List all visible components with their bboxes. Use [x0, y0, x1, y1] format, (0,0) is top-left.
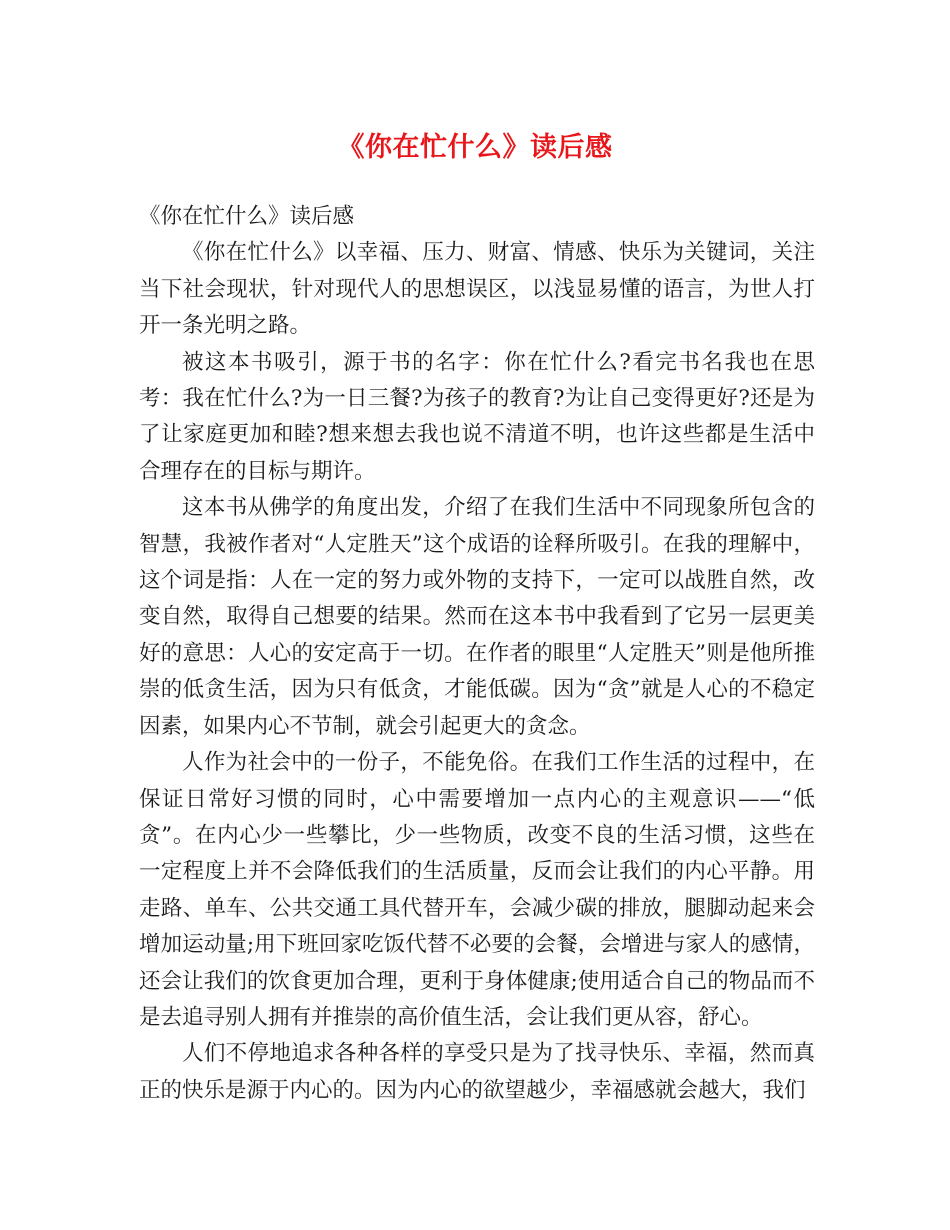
- paragraph-1: 《你在忙什么》以幸福、压力、财富、情感、快乐为关键词，关注当下社会现状，针对现代人的思想误区，以浅显易懂的语言，为世人打开一条光明之路。: [139, 240, 815, 339]
- paragraph-4: 人作为社会中的一份子，不能免俗。在我们工作生活的过程中，在保证日常好习惯的同时，心中需要增加一点内心的主观意识——“低贪”。在内心少一些攀比，少一些物质，改变不良的生活习惯，这些在一定程度上并不会降低我们的生活质量，反而会让我们的内心平静。用走路、单车、公共交通工具代替开车，会减少碳的排放，腿脚动起来会增加运动量;用下班回家吃饭代替不必要的会餐，会增进与家人的感情，还会让我们的饮食更加合理，更利于身体健康;使用适合自己的物品而不是去追寻别人拥有并推崇的高价值生活，会让我们更从容，舒心。: [139, 750, 815, 1030]
- paragraph-3: 这本书从佛学的角度出发，介绍了在我们生活中不同现象所包含的智慧，我被作者对“人定胜天”这个成语的诠释所吸引。在我的理解中，这个词是指：人在一定的努力或外物的支持下，一定可以战胜自然，改变自然，取得自己想要的结果。然而在这本书中我看到了它另一层更美好的意思：人心的安定高于一切。在作者的眼里“人定胜天”则是他所推崇的低贪生活，因为只有低贪，才能低碳。因为“贪”就是人心的不稳定因素，如果内心不节制，就会引起更大的贪念。: [139, 495, 815, 739]
- document-body: [139, 199, 815, 1109]
- paragraph-5: 人们不停地追求各种各样的享受只是为了找寻快乐、幸福，然而真正的快乐是源于内心的。因为内心的欲望越少，幸福感就会越大，我们: [139, 1041, 815, 1103]
- document-subtitle: 《你在忙什么》读后感: [139, 204, 355, 229]
- paragraph-2: 被这本书吸引，源于书的名字：你在忙什么?看完书名我也在思考：我在忙什么?为一日三餐?为孩子的教育?为让自己变得更好?还是为了让家庭更加和睦?想来想去我也说不清道不明，也许这些都是生活中合理存在的目标与期许。: [139, 349, 815, 484]
- document-title: 《你在忙什么》读后感: [337, 132, 613, 163]
